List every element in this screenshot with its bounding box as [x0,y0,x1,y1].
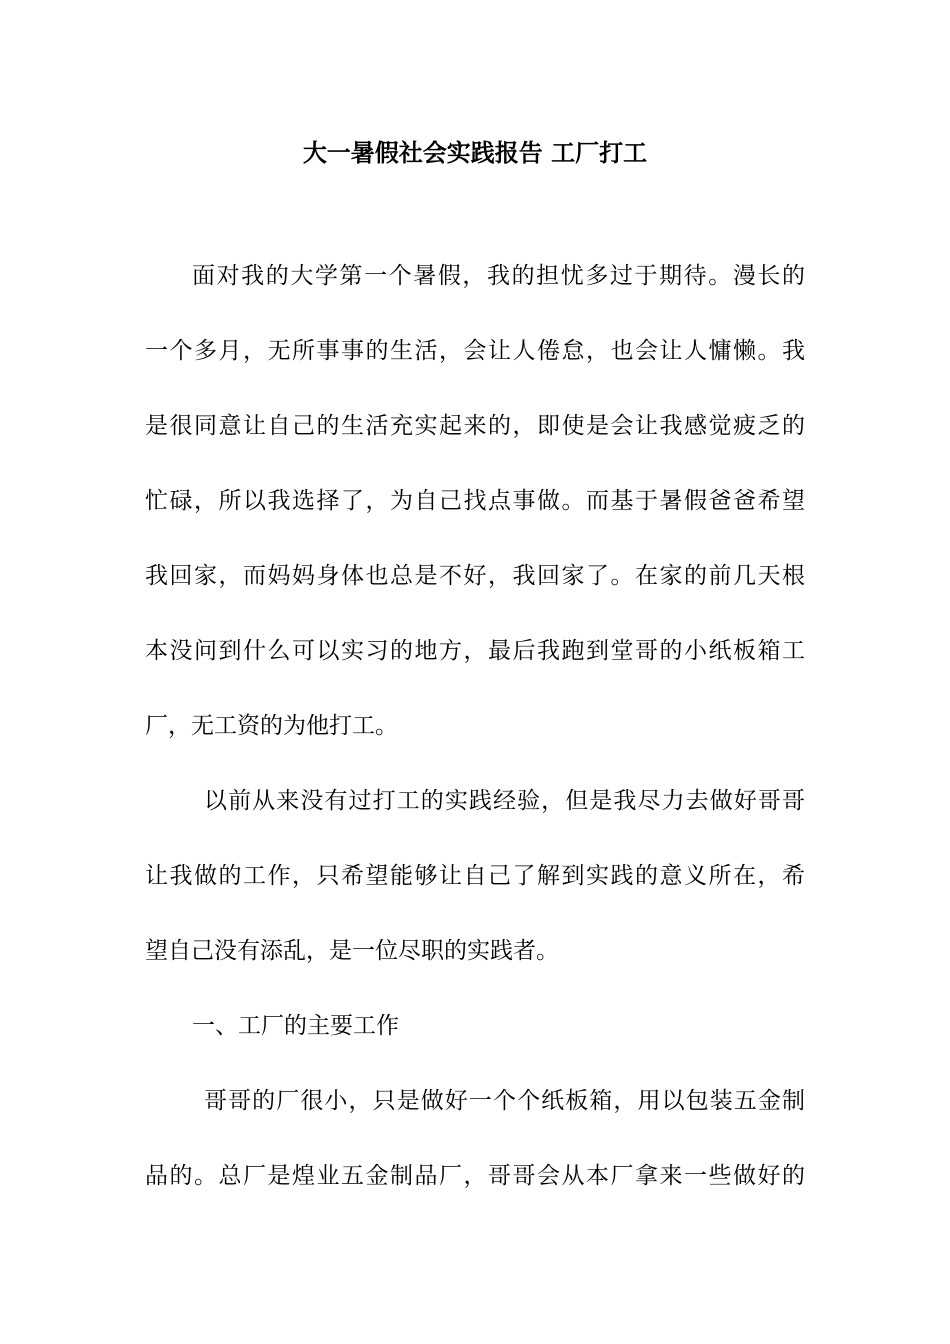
paragraph-line: 以前从来没有过打工的实践经验，但是我尽力去做好哥哥 [204,788,805,814]
paragraph-line: 厂，无工资的为他打工。 [145,713,398,739]
paragraph-line: 我回家，而妈妈身体也总是不好，我回家了。在家的前几天根 [145,563,805,589]
paragraph-line: 本没问到什么可以实习的地方，最后我跑到堂哥的小纸板箱工 [145,638,805,664]
paragraph-line: 哥哥的厂很小，只是做好一个个纸板箱，用以包装五金制 [204,1088,805,1114]
paragraph-line: 是很同意让自己的生活充实起来的，即使是会让我感觉疲乏的 [145,413,805,439]
paragraph-line: 一个多月，无所事事的生活，会让人倦怠，也会让人慵懒。我 [145,338,805,364]
paragraph-line: 面对我的大学第一个暑假，我的担忧多过于期待。漫长的 [192,263,805,289]
paragraph-line: 让我做的工作，只希望能够让自己了解到实践的意义所在，希 [145,863,805,889]
paragraph-line: 望自己没有添乱，是一位尽职的实践者。 [145,938,559,964]
document-title: 大一暑假社会实践报告 工厂打工 [302,138,648,167]
paragraph-line: 忙碌，所以我选择了，为自己找点事做。而基于暑假爸爸希望 [145,488,805,514]
section-heading: 一、工厂的主要工作 [192,1013,399,1039]
paragraph-line: 品的。总厂是煌业五金制品厂，哥哥会从本厂拿来一些做好的 [145,1163,805,1189]
